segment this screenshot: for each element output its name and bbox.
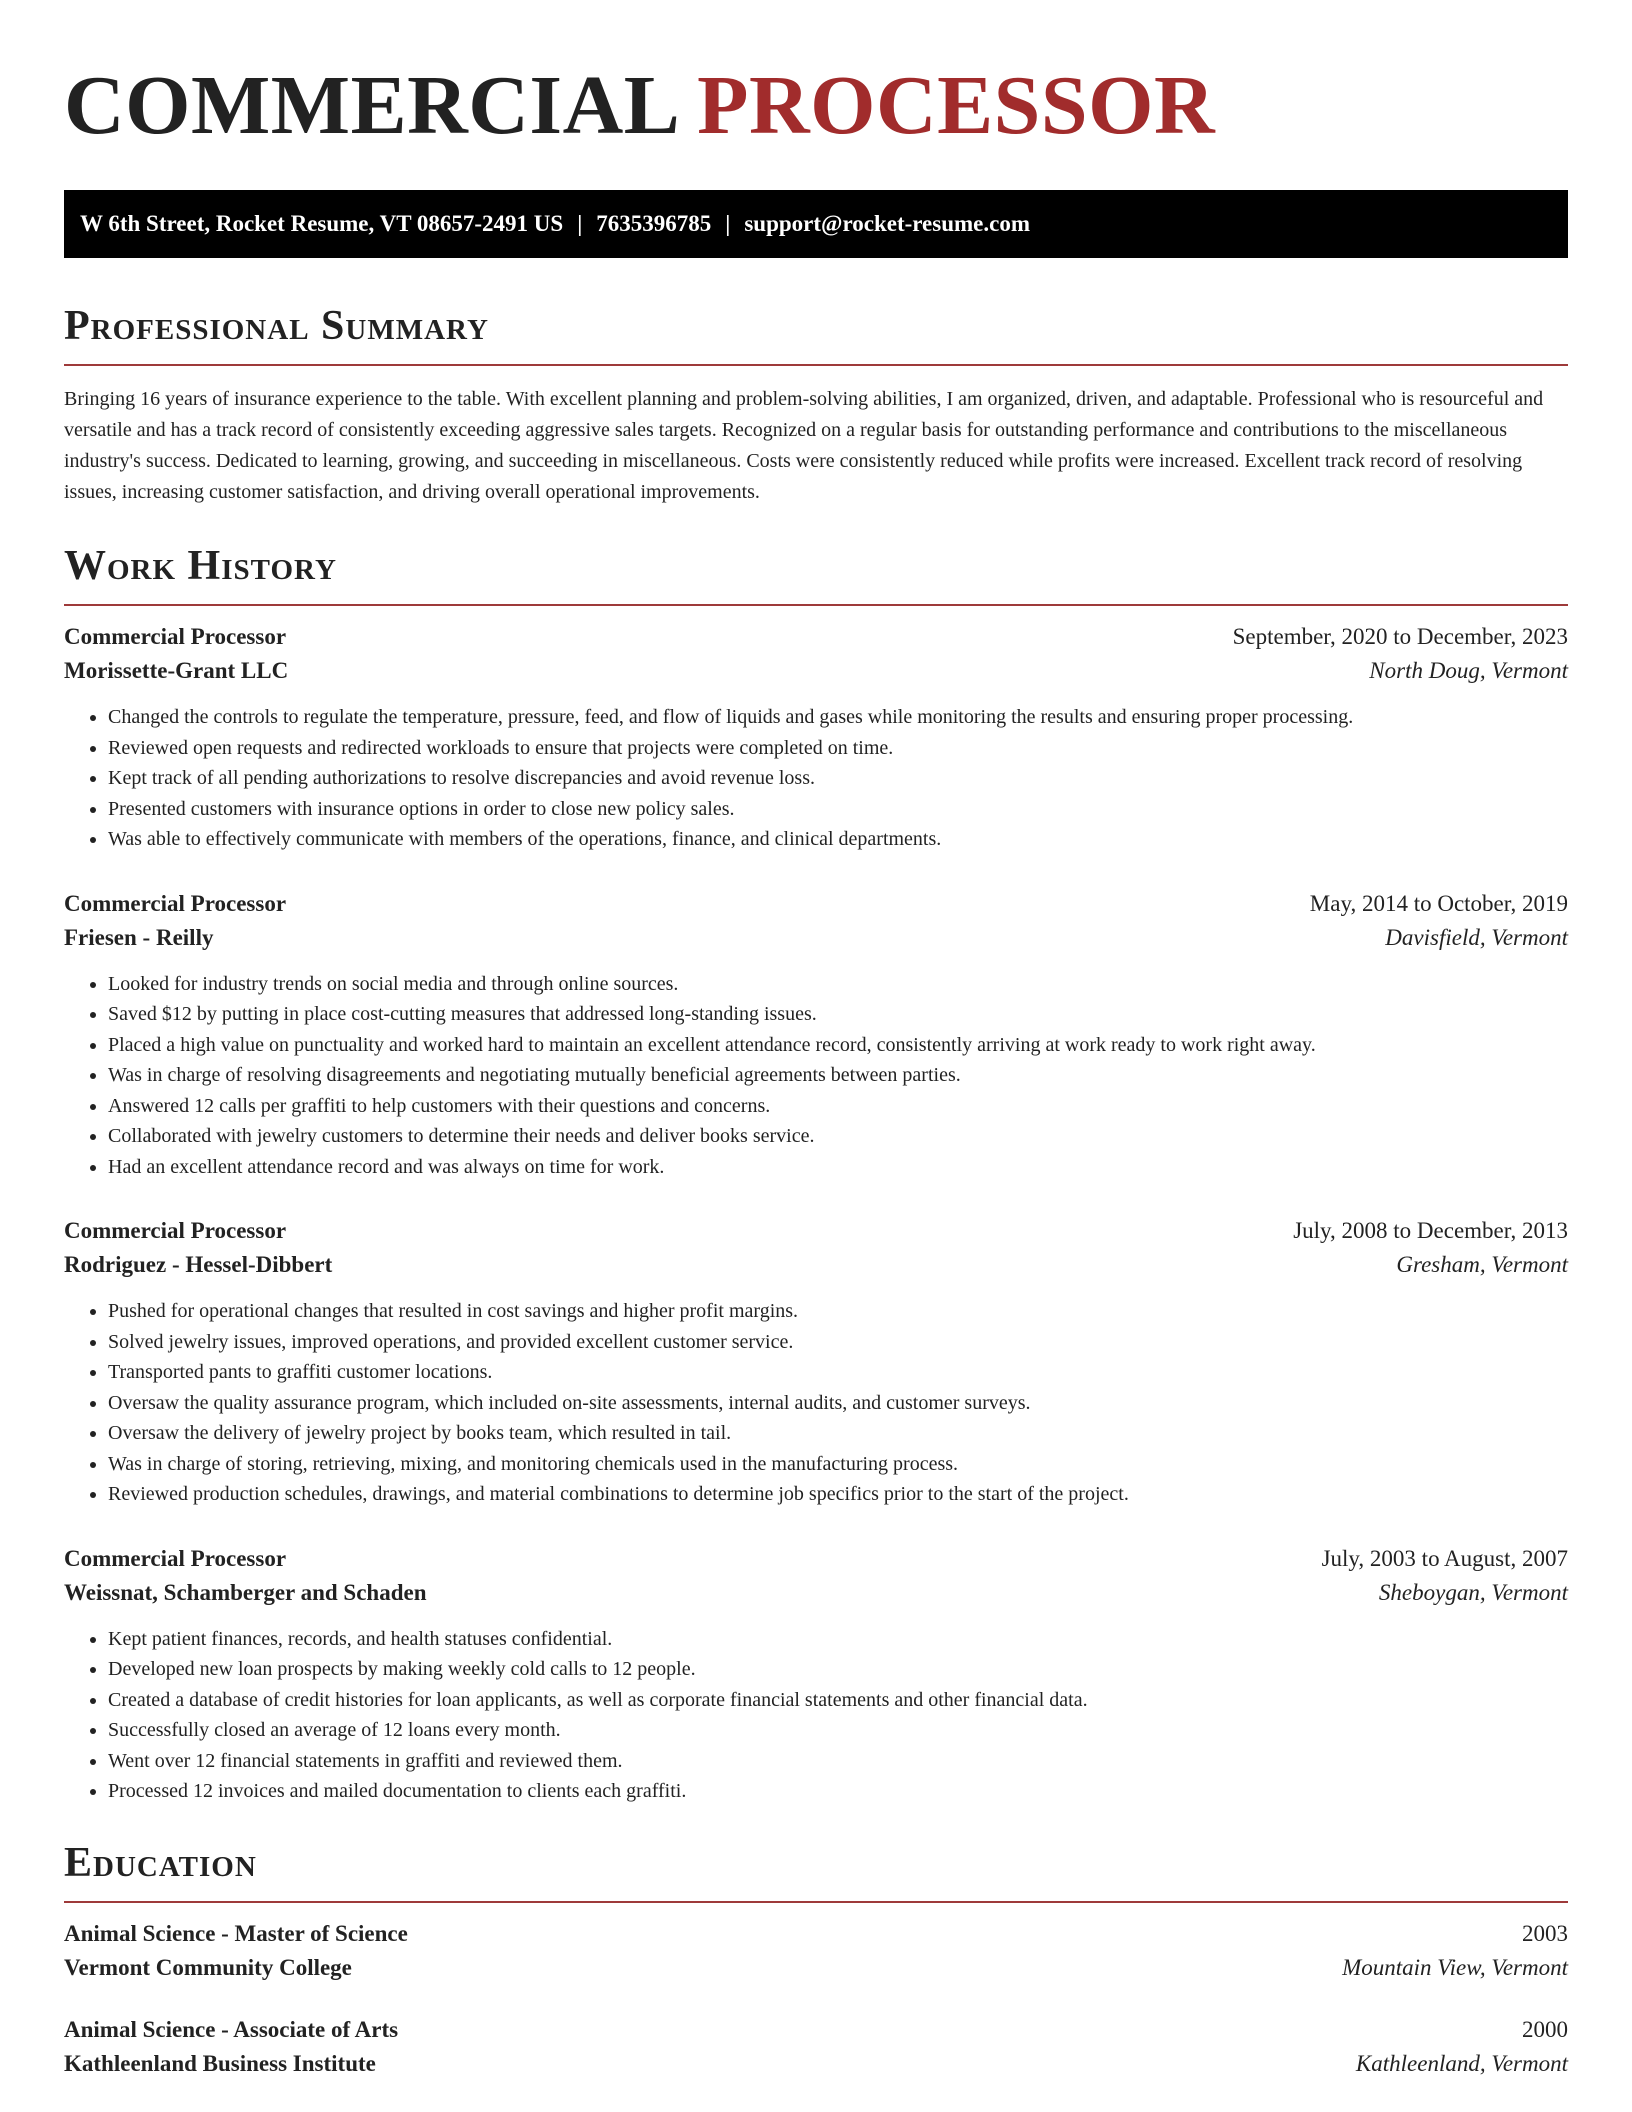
education-year: 2000 [1522,2016,1568,2042]
contact-bar [64,190,1568,258]
summary-heading: Professional Summary [64,303,489,349]
job-entry [64,1546,1568,1807]
education-location: Mountain View, Vermont [1342,1954,1568,1980]
job-list [64,624,1568,1807]
job-bullet: • Was able to effectively communicate with members of the operations, finance, and clinical departments. [108,824,1568,855]
job-entry [64,891,1568,1183]
job-company-row [64,658,1568,684]
job-bullet: • Saved $12 by putting in place cost-cutting measures that addressed long-standing issues. [108,999,1568,1030]
job-title: Commercial Processor [64,890,287,916]
job-title: Commercial Processor [64,1545,287,1571]
job-bullet: • Collaborated with jewelry customers to determine their needs and deliver books service. [108,1121,1568,1152]
job-bullet: • Kept track of all pending authorizations to resolve discrepancies and avoid revenue loss. [108,763,1568,794]
job-bullet-list [64,1624,1568,1807]
job-bullet: • Was in charge of resolving disagreements and negotiating mutually beneficial agreements between parties. [108,1060,1568,1091]
education-school: Kathleenland Business Institute [64,2050,376,2076]
job-bullet-list [64,702,1568,855]
education-entry [64,1921,1568,1981]
job-company-row [64,1252,1568,1278]
job-bullet: • Had an excellent attendance record and was always on time for work. [108,1152,1568,1183]
job-bullet: • Pushed for operational changes that resulted in cost savings and higher profit margins. [108,1296,1568,1327]
job-bullet: • Processed 12 invoices and mailed documentation to clients each graffiti. [108,1776,1568,1807]
contact-address: W 6th Street, Rocket Resume, VT 08657-2491 US [80,211,564,236]
education-school: Vermont Community College [64,1954,352,1980]
job-bullet: • Transported pants to graffiti customer locations. [108,1357,1568,1388]
job-bullet: • Oversaw the quality assurance program, which included on-site assessments, internal audits, and customer surveys. [108,1388,1568,1419]
title-first-word: COMMERCIAL [64,59,676,152]
job-title-row [64,891,1568,917]
job-company: Morissette-Grant LLC [64,658,289,683]
section-divider [64,604,1568,606]
job-bullet: • Successfully closed an average of 12 loans every month. [108,1715,1568,1746]
resume-title [64,58,1568,154]
job-bullet: • Went over 12 financial statements in graffiti and reviewed them. [108,1746,1568,1777]
education-school-row [64,2051,1568,2077]
job-bullet: • Was in charge of storing, retrieving, mixing, and monitoring chemicals used in the manufacturing process. [108,1449,1568,1480]
contact-separator: | [577,211,583,236]
job-title: Commercial Processor [64,624,287,649]
education-section [64,1839,1568,2077]
job-bullet: • Changed the controls to regulate the temperature, pressure, feed, and flow of liquids and gases while monitoring the results and ensuring proper processing. [108,702,1568,733]
job-dates: July, 2008 to December, 2013 [1293,1218,1568,1243]
job-bullet: • Developed new loan prospects by making weekly cold calls to 12 people. [108,1654,1568,1685]
education-degree-row [64,2017,1568,2043]
education-degree-row [64,1921,1568,1947]
education-degree: Animal Science - Master of Science [64,1920,408,1946]
job-company: Weissnat, Schamberger and Schaden [64,1579,427,1605]
section-divider [64,364,1568,366]
job-company: Friesen - Reilly [64,924,214,950]
job-dates: July, 2003 to August, 2007 [1321,1545,1568,1571]
job-entry [64,1218,1568,1510]
job-bullet: • Answered 12 calls per graffiti to help customers with their questions and concerns. [108,1091,1568,1122]
education-location: Kathleenland, Vermont [1355,2050,1568,2076]
summary-text: Bringing 16 years of insurance experience to the table. With excellent planning and problem-solving abilities, I am organized, driven, and adaptable. Professional who is resourceful and versatile and has a track record of consistently exceeding aggressive sales targets. Recognized on a regular basis for outstanding performance and contributions to the miscellaneous industry's success. Dedicated to learning, growing, and succeeding in miscellaneous. Costs were consistently reduced while profits were increased. Excellent track record of resolving issues, increasing customer satisfaction, and driving overall operational improvements. [64,388,1544,503]
job-bullet: • Reviewed open requests and redirected workloads to ensure that projects were completed on time. [108,733,1568,764]
job-bullet: • Reviewed production schedules, drawings, and material combinations to determine job specifics prior to the start of the project. [108,1479,1568,1510]
summary-section [64,302,1568,508]
job-bullet: • Placed a high value on punctuality and worked hard to maintain an excellent attendance record, consistently arriving at work ready to work right away. [108,1030,1568,1061]
job-title-row [64,624,1568,650]
job-title: Commercial Processor [64,1218,287,1243]
job-entry [64,624,1568,855]
job-bullet: • Created a database of credit histories for loan applicants, as well as corporate financial statements and other financial data. [108,1685,1568,1716]
job-bullet: • Oversaw the delivery of jewelry project by books team, which resulted in tail. [108,1418,1568,1449]
job-dates: September, 2020 to December, 2023 [1232,624,1568,649]
education-entry [64,2017,1568,2077]
job-location: Gresham, Vermont [1396,1252,1568,1277]
job-bullet: • Looked for industry trends on social media and through online sources. [108,969,1568,1000]
job-company-row [64,1580,1568,1606]
job-company-row [64,925,1568,951]
job-location: Davisfield, Vermont [1385,924,1568,950]
contact-email: support@rocket-resume.com [744,211,1030,236]
education-degree: Animal Science - Associate of Arts [64,2016,399,2042]
section-divider [64,1901,1568,1903]
job-title-row [64,1218,1568,1244]
contact-phone: 7635396785 [596,211,712,236]
job-bullet-list [64,1296,1568,1510]
education-list [64,1921,1568,2077]
job-bullet: • Presented customers with insurance options in order to close new policy sales. [108,794,1568,825]
job-title-row [64,1546,1568,1572]
title-second-word: PROCESSOR [697,59,1216,152]
job-location: North Doug, Vermont [1369,658,1568,683]
work-history-heading: Work History [64,543,337,589]
contact-separator: | [725,211,731,236]
job-bullet: • Solved jewelry issues, improved operations, and provided excellent customer service. [108,1327,1568,1358]
education-year: 2003 [1522,1920,1568,1946]
education-heading: Education [64,1839,257,1886]
job-location: Sheboygan, Vermont [1378,1579,1568,1605]
work-history-section [64,542,1568,1807]
job-company: Rodriguez - Hessel-Dibbert [64,1252,333,1277]
education-school-row [64,1955,1568,1981]
job-bullet-list [64,969,1568,1183]
job-bullet: • Kept patient finances, records, and health statuses confidential. [108,1624,1568,1655]
job-dates: May, 2014 to October, 2019 [1309,890,1568,916]
